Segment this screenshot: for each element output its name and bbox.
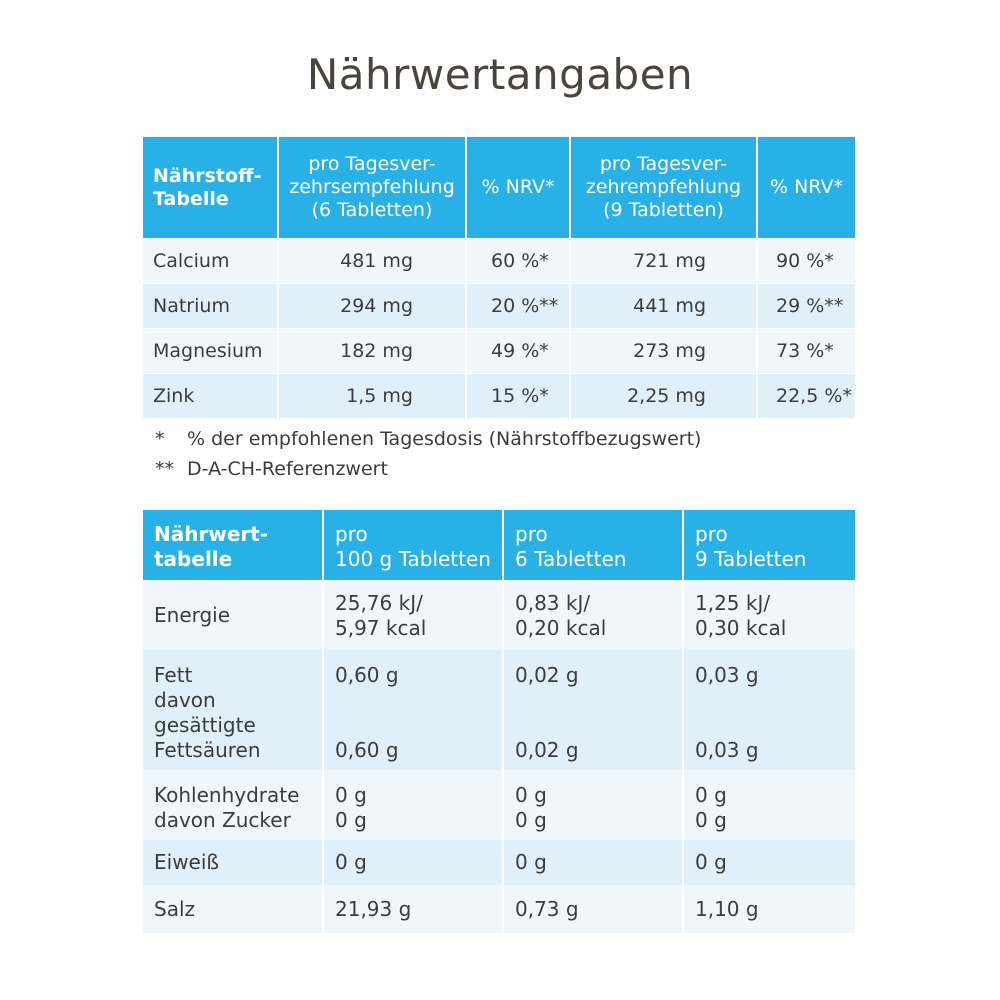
row-label: Eiweiß: [143, 840, 323, 885]
value-per-9: 0 g 0 g: [683, 770, 855, 840]
footnote: [155, 454, 701, 484]
value-per-100g: 25,76 kJ/ 5,97 kcal: [323, 580, 503, 650]
header-per-6-tablets: pro 6 Tabletten: [503, 510, 683, 580]
table-header-row: [143, 137, 855, 239]
footnote: [155, 424, 701, 454]
row-label: Salz: [143, 885, 323, 933]
header-nrv-9: % NRV*: [757, 137, 855, 239]
amount-9: 2,25 mg: [570, 374, 757, 419]
value-per-6: 0,83 kJ/ 0,20 kcal: [503, 580, 683, 650]
table-row: [143, 239, 855, 284]
nrv-9: 73 %*: [757, 329, 855, 374]
value-per-9: 1,10 g: [683, 885, 855, 933]
nrv-6: 60 %*: [466, 239, 570, 284]
footnote-text: D-A-CH-Referenzwert: [187, 458, 388, 480]
table-row-carbohydrates: [143, 770, 855, 840]
table-header-row: [143, 510, 855, 580]
header-per-9-tablets: pro 9 Tabletten: [683, 510, 855, 580]
table-row-energy: [143, 580, 855, 650]
amount-6: 1,5 mg: [278, 374, 466, 419]
value-per-6: 0,02 g 0,02 g: [503, 650, 683, 770]
header-nutrient-table: Nährstoff- Tabelle: [143, 137, 278, 239]
value-per-9: 1,25 kJ/ 0,30 kcal: [683, 580, 855, 650]
value-per-100g: 21,93 g: [323, 885, 503, 933]
footnote-mark: *: [155, 428, 165, 450]
value-per-6: 0,73 g: [503, 885, 683, 933]
amount-9: 721 mg: [570, 239, 757, 284]
value-per-9: 0 g: [683, 840, 855, 885]
table-row-fat: [143, 650, 855, 770]
footnote-text: % der empfohlenen Tagesdosis (Nährstoffbezugswert): [187, 428, 702, 450]
nrv-9: 90 %*: [757, 239, 855, 284]
header-nrv-6: % NRV*: [466, 137, 570, 239]
nutrient-name: Natrium: [143, 284, 278, 329]
value-per-9: 0,03 g 0,03 g: [683, 650, 855, 770]
nrv-6: 15 %*: [466, 374, 570, 419]
amount-6: 481 mg: [278, 239, 466, 284]
table-row: [143, 374, 855, 419]
nutrition-facts-table: [143, 510, 855, 933]
nutrient-name: Zink: [143, 374, 278, 419]
row-label: Kohlenhydrate davon Zucker: [143, 770, 323, 840]
amount-6: 182 mg: [278, 329, 466, 374]
amount-6: 294 mg: [278, 284, 466, 329]
table-row-protein: [143, 840, 855, 885]
value-per-6: 0 g: [503, 840, 683, 885]
amount-9: 273 mg: [570, 329, 757, 374]
header-nutrition-table: Nährwert- tabelle: [143, 510, 323, 580]
nutrient-reference-table: [143, 137, 855, 418]
footnotes: [155, 424, 701, 484]
page-title: Nährwertangaben: [306, 50, 694, 99]
nrv-6: 49 %*: [466, 329, 570, 374]
nutrient-name: Magnesium: [143, 329, 278, 374]
table-row: [143, 329, 855, 374]
amount-9: 441 mg: [570, 284, 757, 329]
nrv-9: 22,5 %*: [757, 374, 855, 419]
table-row-salt: [143, 885, 855, 933]
nrv-9: 29 %**: [757, 284, 855, 329]
nrv-6: 20 %**: [466, 284, 570, 329]
header-per-100g: pro 100 g Tabletten: [323, 510, 503, 580]
header-per-daily-6: pro Tagesver- zehrsempfehlung (6 Tabletten): [278, 137, 466, 239]
header-per-daily-9: pro Tagesver- zehrempfehlung (9 Tabletten): [570, 137, 757, 239]
table-row: [143, 284, 855, 329]
nutrient-name: Calcium: [143, 239, 278, 284]
row-label: Fett davon gesättigte Fettsäuren: [143, 650, 323, 770]
value-per-6: 0 g 0 g: [503, 770, 683, 840]
value-per-100g: 0 g: [323, 840, 503, 885]
value-per-100g: 0,60 g 0,60 g: [323, 650, 503, 770]
row-label: Energie: [143, 580, 323, 650]
value-per-100g: 0 g 0 g: [323, 770, 503, 840]
footnote-mark: **: [155, 458, 174, 480]
